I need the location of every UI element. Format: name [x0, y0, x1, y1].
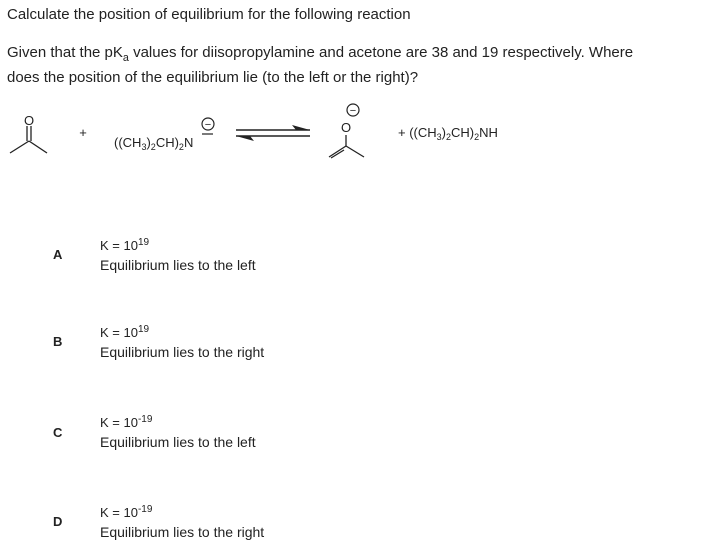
- acetone-left-bond: [10, 141, 29, 153]
- pka-subscript: a: [122, 52, 129, 64]
- option-k-value: $K = 10^{19}$: [100, 324, 150, 340]
- option-text: Equilibrium lies to the right: [100, 524, 265, 540]
- enolate-oxygen: O: [340, 120, 352, 135]
- acetone-oxygen: O: [23, 113, 35, 128]
- option-text: Equilibrium lies to the left: [100, 257, 256, 273]
- reaction-scheme: [0, 100, 705, 170]
- option-text: Equilibrium lies to the left: [100, 434, 256, 450]
- amide-formula: $((CH_3)_2CH)_2N$: [114, 135, 194, 152]
- acetone-structure: [10, 113, 47, 153]
- option-text: Equilibrium lies to the right: [100, 344, 265, 360]
- nitrogen-charge-sign: −: [204, 119, 212, 131]
- option-k-value: $K = 10^{19}$: [100, 237, 150, 253]
- oxygen-charge-sign: −: [349, 105, 357, 117]
- answer-option-b[interactable]: [0, 325, 705, 375]
- reactant-plus: +: [79, 125, 87, 140]
- k-exponent: -19: [137, 414, 153, 425]
- answer-option-c[interactable]: [0, 415, 705, 465]
- question-line2: does the position of the equilibrium lie (to the left or the right)?: [7, 68, 419, 86]
- acetone-right-bond: [29, 141, 47, 153]
- k-exponent: 19: [137, 237, 150, 248]
- question-line1-end: values for diisopropylamine and acetone are 38 and 19 respectively. Where: [128, 44, 634, 61]
- question-text: [7, 41, 697, 90]
- option-letter: D: [53, 514, 63, 529]
- answer-option-a[interactable]: [0, 238, 705, 288]
- option-letter: B: [53, 334, 63, 349]
- enolate-double-bond-1: [329, 146, 346, 157]
- option-letter: A: [53, 247, 63, 262]
- k-exponent: 19: [137, 324, 150, 335]
- option-letter: C: [53, 425, 63, 440]
- question-line1-start: Given that the pK: [7, 44, 123, 61]
- option-k-value: $K = 10^{-19}$: [100, 414, 153, 430]
- option-k-value: $K = 10^{-19}$: [100, 504, 153, 520]
- question-title: Calculate the position of equilibrium for the following reaction: [7, 6, 411, 23]
- amine-product: + $((CH_3)_2CH)_2NH$: [398, 125, 498, 142]
- enolate-structure: [329, 104, 364, 158]
- amide-anion: [114, 118, 214, 152]
- k-exponent: -19: [137, 504, 153, 515]
- answer-option-d[interactable]: [0, 505, 705, 555]
- equilibrium-arrow-icon: [236, 125, 310, 141]
- enolate-methyl-bond: [346, 146, 364, 157]
